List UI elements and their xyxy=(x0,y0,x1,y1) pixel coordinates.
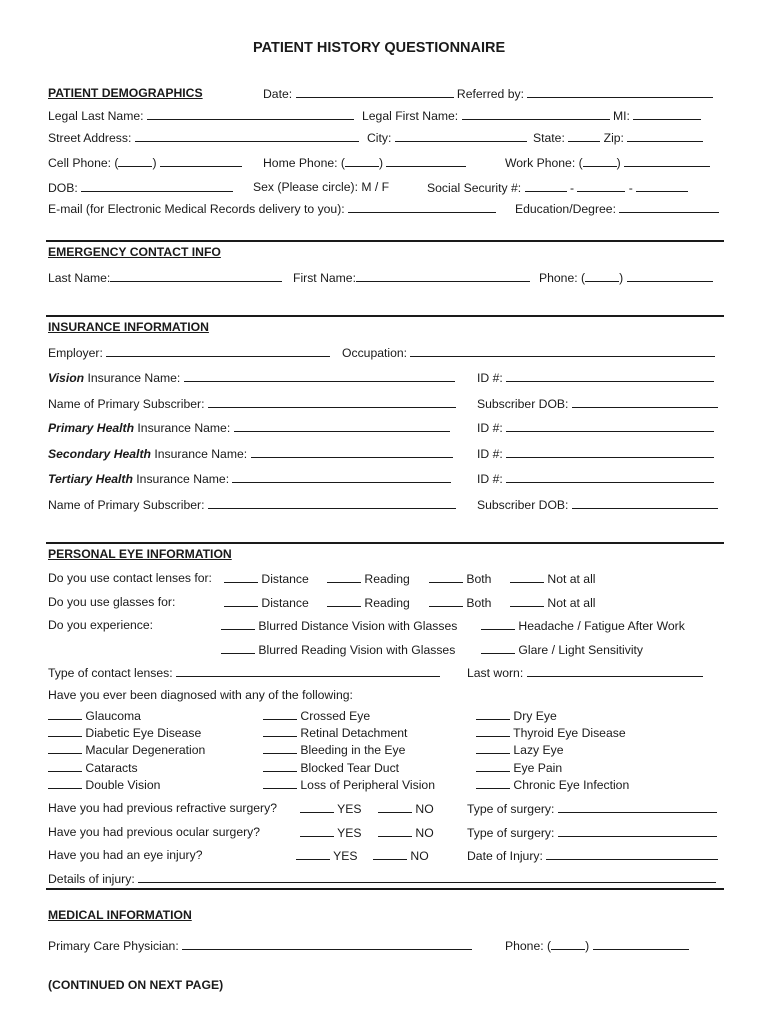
condition-item[interactable] xyxy=(48,725,201,740)
date-injury-label: Date of Injury: xyxy=(467,849,543,863)
paren: ) xyxy=(616,156,621,170)
emergency-first-input[interactable] xyxy=(356,270,530,282)
insurance-name-label: Insurance Name: xyxy=(154,447,248,461)
last-worn-label: Last worn: xyxy=(467,666,524,680)
condition-item[interactable] xyxy=(263,742,405,757)
last-worn-field[interactable] xyxy=(467,665,703,680)
legal-first-field[interactable] xyxy=(362,108,701,123)
details-injury-label: Details of injury: xyxy=(48,872,135,886)
option-label: Headache / Fatigue After Work xyxy=(518,619,685,633)
type-surgery-label: Type of surgery: xyxy=(467,826,555,840)
option-label: Blurred Reading Vision with Glasses xyxy=(258,643,456,657)
state-label: State: xyxy=(533,131,565,145)
continued-note: (CONTINUED ON NEXT PAGE) xyxy=(48,978,224,992)
checkbox-blank[interactable] xyxy=(263,708,297,720)
ocular-no-option[interactable] xyxy=(378,825,434,840)
cell-phone-field[interactable] xyxy=(48,155,242,170)
emergency-phone-label: Phone: ( xyxy=(539,271,586,285)
condition-item[interactable] xyxy=(476,725,626,740)
primary-subscriber-label: Name of Primary Subscriber: xyxy=(48,397,205,411)
condition-label: Eye Pain xyxy=(513,761,563,775)
legal-last-label: Legal Last Name: xyxy=(48,109,144,123)
blurred-reading-option[interactable] xyxy=(221,642,455,657)
secondary-health-field[interactable] xyxy=(48,446,453,461)
option-label: Blurred Distance Vision with Glasses xyxy=(258,619,458,633)
condition-label: Crossed Eye xyxy=(300,709,371,723)
checkbox-blank[interactable] xyxy=(300,801,334,813)
emergency-last-label: Last Name: xyxy=(48,271,111,285)
home-number-input[interactable] xyxy=(386,155,466,167)
pcp-label: Primary Care Physician: xyxy=(48,939,179,953)
checkbox-blank[interactable] xyxy=(481,618,515,630)
condition-label: Diabetic Eye Disease xyxy=(85,726,202,740)
pcp-phone-field[interactable] xyxy=(505,938,689,953)
section-divider xyxy=(46,315,724,317)
state-input[interactable] xyxy=(568,130,600,142)
education-label: Education/Degree: xyxy=(515,202,616,216)
email-input[interactable] xyxy=(348,201,496,213)
tertiary-id-input[interactable] xyxy=(506,471,714,483)
mi-input[interactable] xyxy=(633,108,701,120)
secondary-id-input[interactable] xyxy=(506,446,714,458)
street-field[interactable] xyxy=(48,130,359,145)
state-field[interactable] xyxy=(533,130,703,145)
checkbox-blank[interactable] xyxy=(373,848,407,860)
option-label: YES xyxy=(337,802,362,816)
injury-details-field[interactable] xyxy=(48,871,716,886)
sex-field[interactable]: Sex (Please circle): M / F xyxy=(253,180,390,194)
condition-item[interactable] xyxy=(48,777,160,792)
primary-health-label: Primary Health xyxy=(48,421,135,435)
work-phone-field[interactable] xyxy=(505,155,710,170)
subscriber-dob-label: Subscriber DOB: xyxy=(477,397,569,411)
cell-number-input[interactable] xyxy=(160,155,242,167)
employer-input[interactable] xyxy=(106,345,330,357)
contact-type-label: Type of contact lenses: xyxy=(48,666,173,680)
option-label: Glare / Light Sensitivity xyxy=(518,643,644,657)
checkbox-blank[interactable] xyxy=(221,618,255,630)
paren: ) xyxy=(619,271,624,285)
primary-id-field[interactable] xyxy=(477,420,714,435)
option-label: Distance xyxy=(261,572,309,586)
ssn-part3-input[interactable] xyxy=(636,180,688,192)
injury-yes-option[interactable] xyxy=(296,848,358,863)
checkbox-blank[interactable] xyxy=(476,777,510,789)
vision-id-field[interactable] xyxy=(477,370,714,385)
id-label: ID #: xyxy=(477,472,503,486)
primary-subscriber-field[interactable] xyxy=(48,396,456,411)
vision-id-input[interactable] xyxy=(506,370,714,382)
emergency-area-input[interactable] xyxy=(585,270,619,282)
experience-question: Do you experience: xyxy=(48,618,154,632)
checkbox-blank[interactable] xyxy=(378,825,412,837)
home-phone-field[interactable] xyxy=(263,155,466,170)
paren: ) xyxy=(378,156,384,170)
demographics-heading: PATIENT DEMOGRAPHICS xyxy=(48,86,203,100)
email-label: E-mail (for Electronic Medical Records delivery to you): xyxy=(48,202,345,216)
checkbox-blank[interactable] xyxy=(476,708,510,720)
tertiary-health-input[interactable] xyxy=(232,471,451,483)
refractive-question: Have you had previous refractive surgery? xyxy=(48,801,277,815)
pcp-number-input[interactable] xyxy=(593,938,689,950)
type-surgery-label: Type of surgery: xyxy=(467,802,555,816)
condition-label: Dry Eye xyxy=(513,709,557,723)
insurance-name-label: Insurance Name: xyxy=(87,371,181,385)
option-label: Distance xyxy=(261,596,309,610)
emergency-phone-field[interactable] xyxy=(539,270,713,285)
condition-label: Loss of Peripheral Vision xyxy=(300,778,435,792)
legal-first-label: Legal First Name: xyxy=(362,109,459,123)
contacts-reading-option[interactable] xyxy=(327,571,410,586)
checkbox-blank[interactable] xyxy=(48,708,82,720)
street-label: Street Address: xyxy=(48,131,132,145)
checkbox-blank[interactable] xyxy=(429,571,463,583)
education-field[interactable] xyxy=(515,201,719,216)
legal-first-input[interactable] xyxy=(462,108,610,120)
checkbox-blank[interactable] xyxy=(296,848,330,860)
medical-heading: MEDICAL INFORMATION xyxy=(48,908,192,922)
pcp-field[interactable] xyxy=(48,938,472,953)
option-label: NO xyxy=(410,849,429,863)
ssn-field[interactable] xyxy=(427,180,688,195)
emergency-heading: EMERGENCY CONTACT INFO xyxy=(48,245,221,259)
checkbox-blank[interactable] xyxy=(510,595,544,607)
condition-label: Macular Degeneration xyxy=(85,743,206,757)
condition-label: Lazy Eye xyxy=(513,743,564,757)
condition-item[interactable] xyxy=(48,742,205,757)
home-phone-label: Home Phone: ( xyxy=(263,156,345,170)
primary-health-field[interactable] xyxy=(48,420,450,435)
refractive-no-option[interactable] xyxy=(378,801,434,816)
refractive-type-input[interactable] xyxy=(558,801,717,813)
checkbox-blank[interactable] xyxy=(476,725,510,737)
work-area-input[interactable] xyxy=(583,155,617,167)
contacts-both-option[interactable] xyxy=(429,571,491,586)
condition-item[interactable] xyxy=(476,708,557,723)
emergency-first-label: First Name: xyxy=(293,271,356,285)
condition-item[interactable] xyxy=(263,777,435,792)
occupation-input[interactable] xyxy=(410,345,715,357)
dob-input[interactable] xyxy=(81,180,233,192)
employer-field[interactable] xyxy=(48,345,330,360)
primary-health-input[interactable] xyxy=(234,420,450,432)
condition-item[interactable] xyxy=(263,760,399,775)
date-field[interactable] xyxy=(263,86,713,101)
dob-field[interactable] xyxy=(48,180,233,195)
primary-subscriber-2-field[interactable] xyxy=(48,497,456,512)
checkbox-blank[interactable] xyxy=(221,642,255,654)
condition-label: Retinal Detachment xyxy=(300,726,408,740)
subscriber-dob-field[interactable] xyxy=(477,396,718,411)
pcp-area-input[interactable] xyxy=(551,938,585,950)
contacts-not-at-all-option[interactable] xyxy=(510,571,596,586)
primary-subscriber-label: Name of Primary Subscriber: xyxy=(48,498,205,512)
checkbox-blank[interactable] xyxy=(263,742,297,754)
secondary-health-label: Secondary Health xyxy=(48,447,151,461)
eye-heading: PERSONAL EYE INFORMATION xyxy=(48,547,232,561)
injury-date-input[interactable] xyxy=(546,848,718,860)
glasses-question: Do you use glasses for: xyxy=(48,595,176,609)
id-label: ID #: xyxy=(477,447,503,461)
checkbox-blank[interactable] xyxy=(224,595,258,607)
secondary-id-field[interactable] xyxy=(477,446,714,461)
option-label: Both xyxy=(466,596,492,610)
option-label: YES xyxy=(333,849,358,863)
option-label: YES xyxy=(337,826,362,840)
city-field[interactable] xyxy=(367,130,527,145)
checkbox-blank[interactable] xyxy=(510,571,544,583)
option-label: Reading xyxy=(364,596,410,610)
mi-label: MI: xyxy=(612,109,630,123)
option-label: Not at all xyxy=(547,572,596,586)
zip-label: Zip: xyxy=(603,131,624,145)
option-label: Not at all xyxy=(547,596,596,610)
checkbox-blank[interactable] xyxy=(300,825,334,837)
condition-item[interactable] xyxy=(48,708,141,723)
condition-item[interactable] xyxy=(476,777,629,792)
subscriber-dob-input[interactable] xyxy=(572,396,718,408)
referred-by-label: Referred by: xyxy=(456,87,524,101)
ssn-label: Social Security #: xyxy=(427,181,522,195)
dob-label: DOB: xyxy=(48,181,78,195)
checkbox-blank[interactable] xyxy=(224,571,258,583)
option-label: NO xyxy=(415,802,434,816)
condition-label: Cataracts xyxy=(85,761,138,775)
dash: - xyxy=(569,181,574,195)
refractive-yes-option[interactable] xyxy=(300,801,362,816)
legal-last-field[interactable] xyxy=(48,108,354,123)
condition-label: Blocked Tear Duct xyxy=(300,761,400,775)
dash: - xyxy=(628,181,633,195)
occupation-label: Occupation: xyxy=(342,346,408,360)
tertiary-health-label: Tertiary Health xyxy=(48,472,133,486)
condition-item[interactable] xyxy=(48,760,138,775)
condition-label: Bleeding in the Eye xyxy=(300,743,406,757)
vision-insurance-field[interactable] xyxy=(48,370,455,385)
emergency-number-input[interactable] xyxy=(627,270,713,282)
ssn-part2-input[interactable] xyxy=(577,180,625,192)
primary-id-input[interactable] xyxy=(506,420,714,432)
education-input[interactable] xyxy=(619,201,719,213)
occupation-field[interactable] xyxy=(342,345,715,360)
tertiary-id-field[interactable] xyxy=(477,471,714,486)
checkbox-blank[interactable] xyxy=(48,742,82,754)
date-input[interactable] xyxy=(296,86,454,98)
injury-question: Have you had an eye injury? xyxy=(48,848,203,862)
paren: ) xyxy=(152,156,157,170)
glasses-reading-option[interactable] xyxy=(327,595,410,610)
option-label: Both xyxy=(466,572,492,586)
tertiary-health-field[interactable] xyxy=(48,471,451,486)
contact-type-input[interactable] xyxy=(176,665,440,677)
condition-item[interactable] xyxy=(263,708,370,723)
city-input[interactable] xyxy=(395,130,527,142)
ocular-yes-option[interactable] xyxy=(300,825,362,840)
id-label: ID #: xyxy=(477,371,503,385)
checkbox-blank[interactable] xyxy=(481,642,515,654)
zip-input[interactable] xyxy=(627,130,703,142)
employer-label: Employer: xyxy=(48,346,103,360)
section-divider xyxy=(46,888,724,890)
glasses-not-at-all-option[interactable] xyxy=(510,595,596,610)
checkbox-blank[interactable] xyxy=(378,801,412,813)
condition-item[interactable] xyxy=(263,725,407,740)
ocular-type-field[interactable] xyxy=(467,825,717,840)
legal-last-input[interactable] xyxy=(147,108,354,120)
glasses-both-option[interactable] xyxy=(429,595,491,610)
pcp-phone-label: Phone: ( xyxy=(505,939,552,953)
ocular-type-input[interactable] xyxy=(558,825,717,837)
glasses-distance-option[interactable] xyxy=(224,595,309,610)
work-number-input[interactable] xyxy=(624,155,710,167)
condition-item[interactable] xyxy=(476,760,562,775)
last-worn-input[interactable] xyxy=(527,665,703,677)
checkbox-blank[interactable] xyxy=(327,571,361,583)
contact-type-field[interactable] xyxy=(48,665,440,680)
primary-subscriber-2-input[interactable] xyxy=(208,497,456,509)
city-label: City: xyxy=(367,131,392,145)
subscriber-dob-2-input[interactable] xyxy=(572,497,718,509)
checkbox-blank[interactable] xyxy=(48,777,82,789)
condition-label: Chronic Eye Infection xyxy=(513,778,630,792)
section-divider xyxy=(46,542,724,544)
secondary-health-input[interactable] xyxy=(251,446,453,458)
subscriber-dob-2-field[interactable] xyxy=(477,497,718,512)
contacts-distance-option[interactable] xyxy=(224,571,309,586)
paren: ) xyxy=(585,939,590,953)
headache-option[interactable] xyxy=(481,618,685,633)
referred-by-input[interactable] xyxy=(527,86,713,98)
vision-insurance-input[interactable] xyxy=(184,370,455,382)
condition-label: Glaucoma xyxy=(85,709,141,723)
primary-subscriber-input[interactable] xyxy=(208,396,456,408)
checkbox-blank[interactable] xyxy=(476,742,510,754)
page-title: PATIENT HISTORY QUESTIONNAIRE xyxy=(253,40,506,56)
ssn-part1-input[interactable] xyxy=(525,180,567,192)
contacts-question: Do you use contact lenses for: xyxy=(48,571,212,585)
checkbox-blank[interactable] xyxy=(263,760,297,772)
option-label: NO xyxy=(415,826,434,840)
insurance-name-label: Insurance Name: xyxy=(136,472,230,486)
emergency-first-field[interactable] xyxy=(293,270,530,285)
id-label: ID #: xyxy=(477,421,503,435)
checkbox-blank[interactable] xyxy=(263,725,297,737)
condition-label: Double Vision xyxy=(85,778,161,792)
cell-area-input[interactable] xyxy=(118,155,152,167)
checkbox-blank[interactable] xyxy=(327,595,361,607)
emergency-last-field[interactable] xyxy=(48,270,282,285)
checkbox-blank[interactable] xyxy=(263,777,297,789)
checkbox-blank[interactable] xyxy=(48,760,82,772)
condition-item[interactable] xyxy=(476,742,564,757)
injury-details-input[interactable] xyxy=(138,871,716,883)
injury-date-field[interactable] xyxy=(467,848,718,863)
refractive-type-field[interactable] xyxy=(467,801,717,816)
option-label: Reading xyxy=(364,572,410,586)
checkbox-blank[interactable] xyxy=(48,725,82,737)
checkbox-blank[interactable] xyxy=(429,595,463,607)
checkbox-blank[interactable] xyxy=(476,760,510,772)
vision-label: Vision xyxy=(48,371,85,385)
street-input[interactable] xyxy=(135,130,359,142)
ocular-question: Have you had previous ocular surgery? xyxy=(48,825,261,839)
injury-no-option[interactable] xyxy=(373,848,429,863)
insurance-name-label: Insurance Name: xyxy=(137,421,231,435)
emergency-last-input[interactable] xyxy=(110,270,282,282)
insurance-heading: INSURANCE INFORMATION xyxy=(48,320,209,334)
section-divider xyxy=(46,240,724,242)
email-field[interactable] xyxy=(48,201,496,216)
cell-phone-label: Cell Phone: ( xyxy=(48,156,119,170)
blurred-distance-option[interactable] xyxy=(221,618,457,633)
glare-option[interactable] xyxy=(481,642,643,657)
date-label: Date: xyxy=(263,87,293,101)
condition-label: Thyroid Eye Disease xyxy=(513,726,626,740)
subscriber-dob-label: Subscriber DOB: xyxy=(477,498,569,512)
diagnosed-question: Have you ever been diagnosed with any of the following: xyxy=(48,688,353,702)
home-area-input[interactable] xyxy=(345,155,379,167)
work-phone-label: Work Phone: ( xyxy=(505,156,583,170)
pcp-input[interactable] xyxy=(182,938,472,950)
